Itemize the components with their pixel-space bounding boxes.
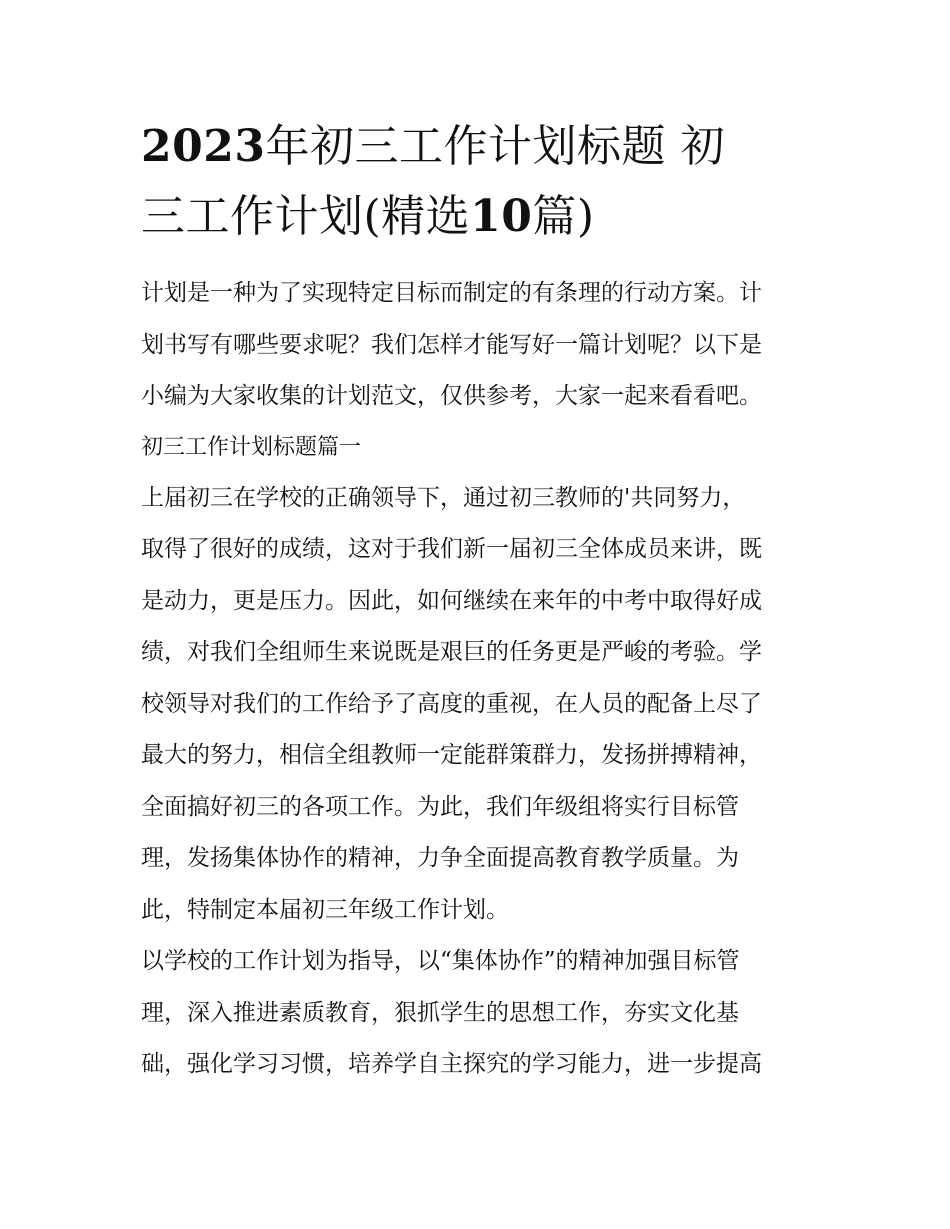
- document-content: [141, 112, 816, 1091]
- paragraph-guiding-idea: [141, 936, 816, 1091]
- title-text-2: 三工作计划(精选: [141, 191, 471, 242]
- paragraph-line: 校领导对我们的工作给予了高度的重视，在人员的配备上尽了: [141, 690, 762, 717]
- title-line-1: [141, 112, 816, 182]
- paragraph-line: 上届初三在学校的正确领导下，通过初三教师的'共同努力，: [141, 484, 746, 511]
- paragraph-line: 础，强化学习习惯，培养学自主探究的学习能力，进一步提高: [141, 1051, 762, 1077]
- paragraph-line: 以学校的工作计划为指导，以“集体协作”的精神加强目标管: [141, 948, 740, 974]
- paragraph-background: [141, 473, 816, 937]
- title-text-1: 年初三工作计划标题 初: [265, 121, 725, 172]
- paragraph-line: 全面搞好初三的各项工作。为此，我们年级组将实行目标管: [141, 793, 739, 820]
- paragraph-line: 此，特制定本届初三年级工作计划。: [141, 896, 509, 923]
- paragraph-line: 小编为大家收集的计划范文，仅供参考，大家一起来看看吧。: [141, 383, 762, 409]
- paragraph-line: 绩，对我们全组师生来说既是艰巨的任务更是严峻的考验。学: [141, 639, 762, 665]
- document-title: [141, 112, 816, 252]
- paragraph-line: 计划是一种为了实现特定目标而制定的有条理的行动方案。计: [141, 280, 762, 306]
- section-heading: [141, 423, 816, 473]
- paragraph-line: 是动力，更是压力。因此，如何继续在来年的中考中取得好成: [141, 587, 762, 614]
- paragraph-line: 最大的努力，相信全组教师一定能群策群力，发扬拼搏精神，: [141, 742, 762, 768]
- title-text-3: 篇): [532, 191, 595, 242]
- paragraph-line: 取得了很好的成绩，这对于我们新一届初三全体成员来讲，既: [141, 536, 762, 562]
- document-body: [141, 268, 816, 1091]
- title-count: 10: [470, 191, 533, 242]
- title-line-2: [141, 182, 816, 252]
- paragraph-line: 理，发扬集体协作的精神，力争全面提高教育教学质量。为: [141, 845, 739, 871]
- paragraph-line: 理，深入推进素质教育，狠抓学生的思想工作，夯实文化基: [141, 999, 739, 1026]
- section-heading-text: 初三工作计划标题篇一: [141, 434, 362, 460]
- title-year: 2023: [141, 121, 266, 172]
- paragraph-intro: [141, 268, 816, 423]
- paragraph-line: 划书写有哪些要求呢？我们怎样才能写好一篇计划呢？以下是: [141, 331, 762, 358]
